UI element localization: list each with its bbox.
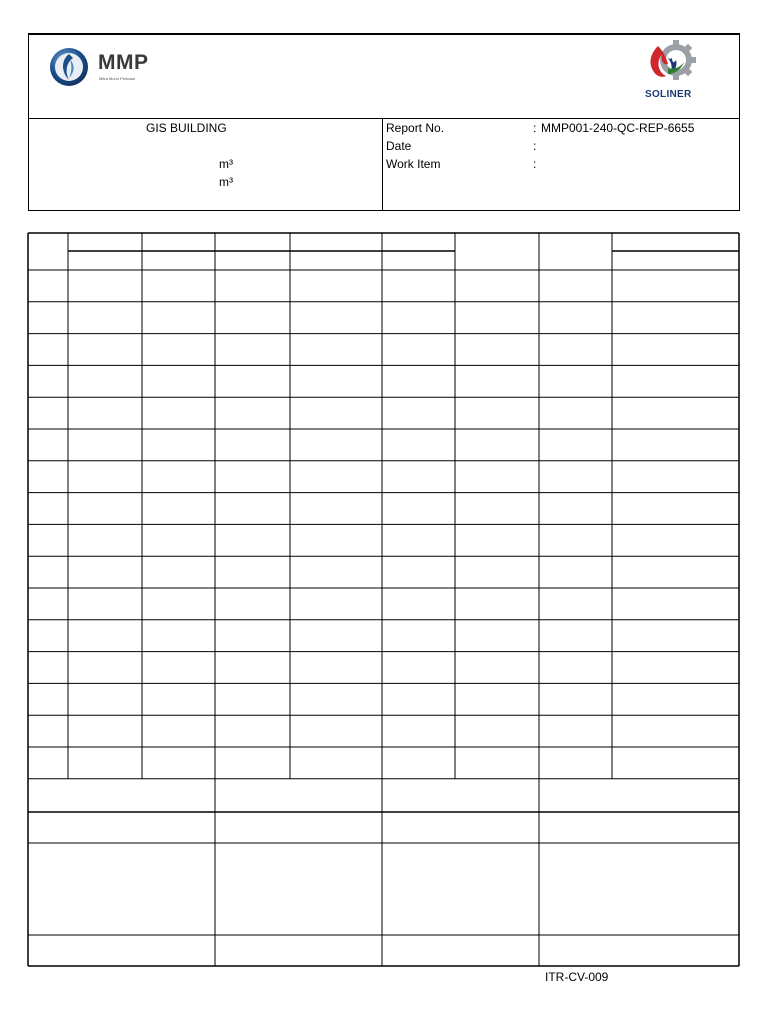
volume-unit-1: m³: [219, 157, 233, 171]
mmp-logo-name: MMP: [98, 51, 149, 74]
building-name: GIS BUILDING: [146, 121, 227, 135]
document-code: ITR-CV-009: [545, 970, 609, 984]
volume-unit-2: m³: [219, 175, 233, 189]
soliner-logo-name: SOLINER: [645, 89, 692, 100]
date-separator: :: [533, 139, 537, 153]
work-item-label: Work Item: [386, 157, 441, 171]
report-no-separator: :: [533, 121, 537, 135]
report-no-value: MMP001-240-QC-REP-6655: [541, 121, 695, 135]
report-no-label: Report No.: [386, 121, 445, 135]
mmp-logo-tagline: Mitra Murni Perkasa: [99, 76, 135, 81]
date-label: Date: [386, 139, 412, 153]
work-item-separator: :: [533, 157, 537, 171]
